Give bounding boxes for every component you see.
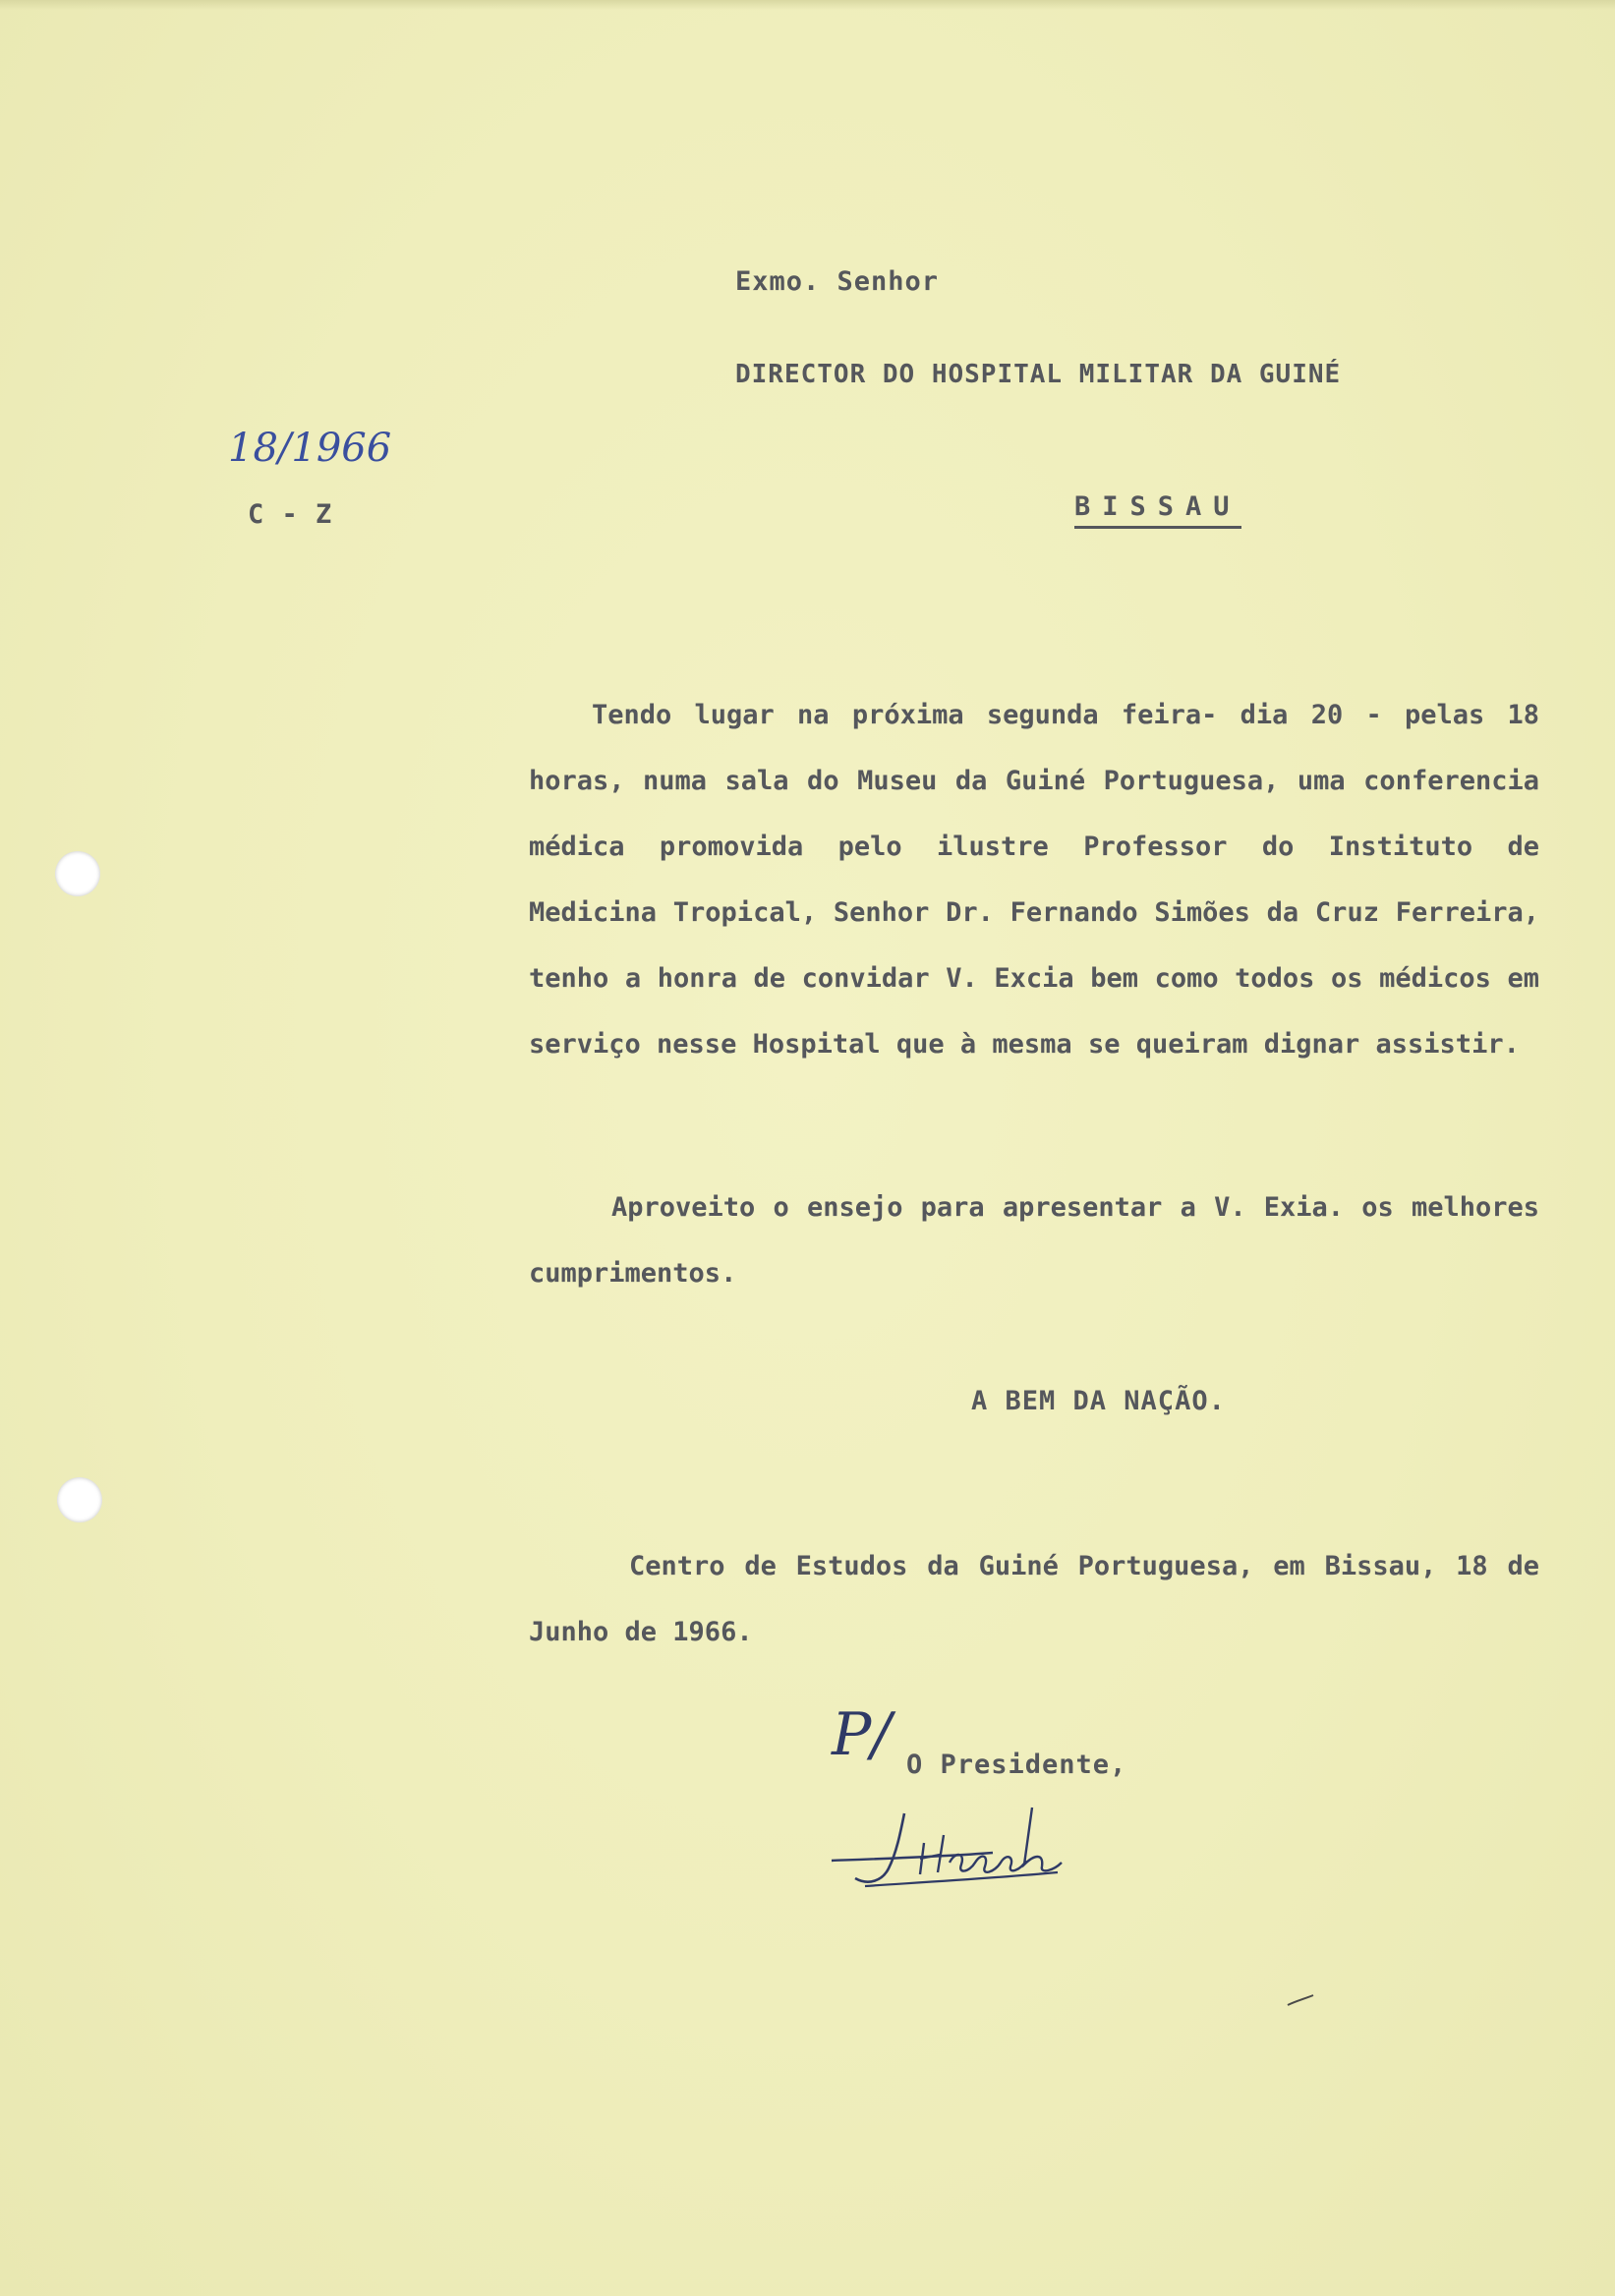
handwritten-signature [826,1784,1101,1897]
city-label: BISSAU [1074,491,1241,529]
signature-prefix: P/ [832,1700,892,1769]
reference-code: C - Z [248,499,333,530]
signatory: O Presidente, [906,1750,1127,1780]
punch-hole-upper [55,851,100,896]
paragraph-closing: Aproveito o ensejo para apresentar a V. Exia. os melhores cumprimentos. [529,1192,1539,1289]
motto: A BEM DA NAÇÃO. [971,1386,1226,1416]
ink-mark [1286,1993,1315,2009]
addressee: DIRECTOR DO HOSPITAL MILITAR DA GUINÉ [735,360,1342,389]
punch-hole-lower [57,1477,102,1522]
city [1074,493,1241,520]
paragraph-invitation: Tendo lugar na próxima segunda feira- dia 20 - pelas 18 horas, numa sala do Museu da Guiné Portuguesa, uma conferencia médica promovida pelo ilustre Professor do Instituto de Medicina Tropical, Senhor Dr. Fernando Simões da Cruz Ferreira, tenho a honra de convidar V. Excia bem como todos os médicos em serviço nesse Hospital que à mesma se queiram dignar assistir. [529,700,1539,1060]
salutation: Exmo. Senhor [735,266,940,297]
reference-number: 18/1966 [228,426,392,471]
place-date: Centro de Estudos da Guiné Portuguesa, em Bissau, 18 de Junho de 1966. [529,1551,1539,1647]
paper-edge [0,0,1615,10]
